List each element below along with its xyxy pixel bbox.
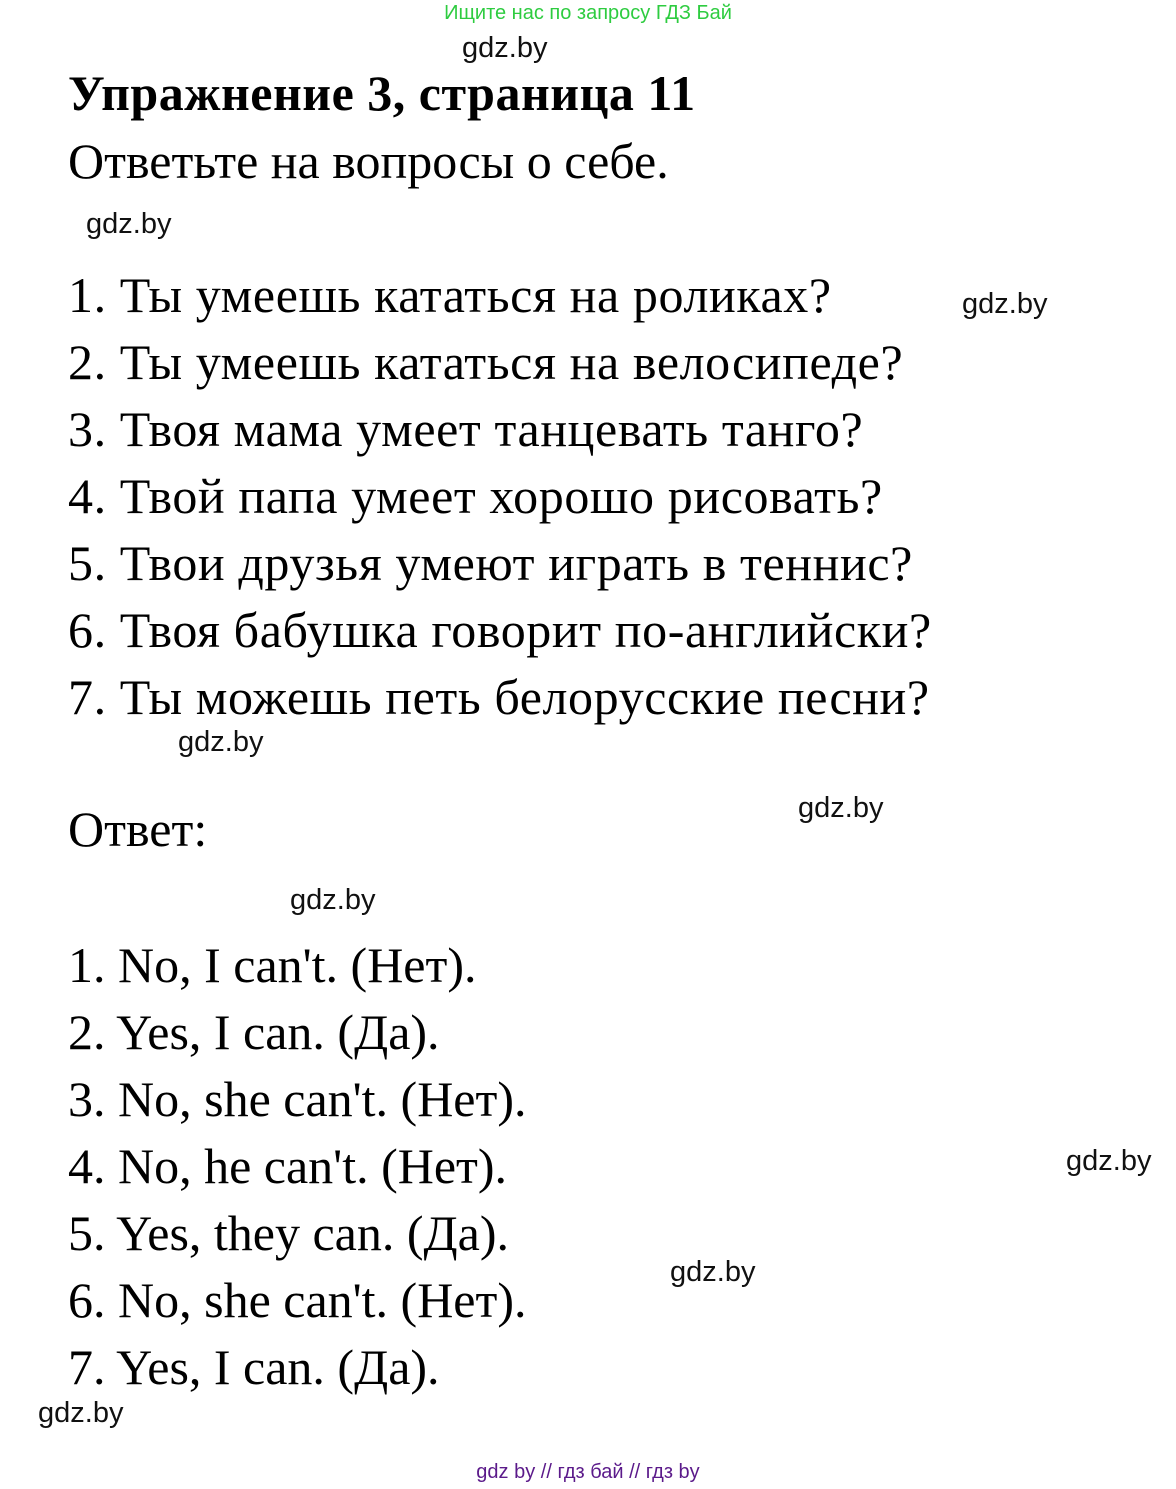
watermark: gdz.by — [86, 208, 172, 240]
answer-item: 7. Yes, I can. (Да). — [68, 1339, 440, 1395]
answer-item: 4. No, he can't. (Нет). — [68, 1138, 508, 1194]
footer-links[interactable]: gdz by // гдз бай // гдз by — [476, 1461, 700, 1483]
watermark: gdz.by — [178, 726, 264, 758]
answer-item: 6. No, she can't. (Нет). — [68, 1272, 527, 1328]
watermark: gdz.by — [462, 32, 548, 64]
page-title: Упражнение 3, страница 11 — [68, 65, 696, 121]
watermark: gdz.by — [38, 1397, 124, 1429]
watermark: gdz.by — [290, 884, 376, 916]
answer-item: 3. No, she can't. (Нет). — [68, 1071, 527, 1127]
watermark: gdz.by — [962, 288, 1048, 320]
question-item: 7. Ты можешь петь белорусские песни? — [68, 669, 930, 725]
question-item: 3. Твоя мама умеет танцевать танго? — [68, 401, 864, 457]
search-banner[interactable]: Ищите нас по запросу ГДЗ Бай — [444, 2, 732, 24]
question-item: 1. Ты умеешь кататься на роликах? — [68, 267, 832, 323]
answer-item: 1. No, I can't. (Нет). — [68, 937, 477, 993]
watermark: gdz.by — [798, 792, 884, 824]
answer-item: 2. Yes, I can. (Да). — [68, 1004, 440, 1060]
watermark: gdz.by — [670, 1256, 756, 1288]
answer-heading: Ответ: — [68, 801, 208, 857]
answer-item: 5. Yes, they can. (Да). — [68, 1205, 509, 1261]
question-item: 4. Твой папа умеет хорошо рисовать? — [68, 468, 883, 524]
question-item: 2. Ты умеешь кататься на велосипеде? — [68, 334, 904, 390]
question-item: 6. Твоя бабушка говорит по-английски? — [68, 602, 932, 658]
watermark: gdz.by — [1066, 1145, 1152, 1177]
task-instruction: Ответьте на вопросы о себе. — [68, 133, 669, 189]
question-item: 5. Твои друзья умеют играть в теннис? — [68, 535, 913, 591]
